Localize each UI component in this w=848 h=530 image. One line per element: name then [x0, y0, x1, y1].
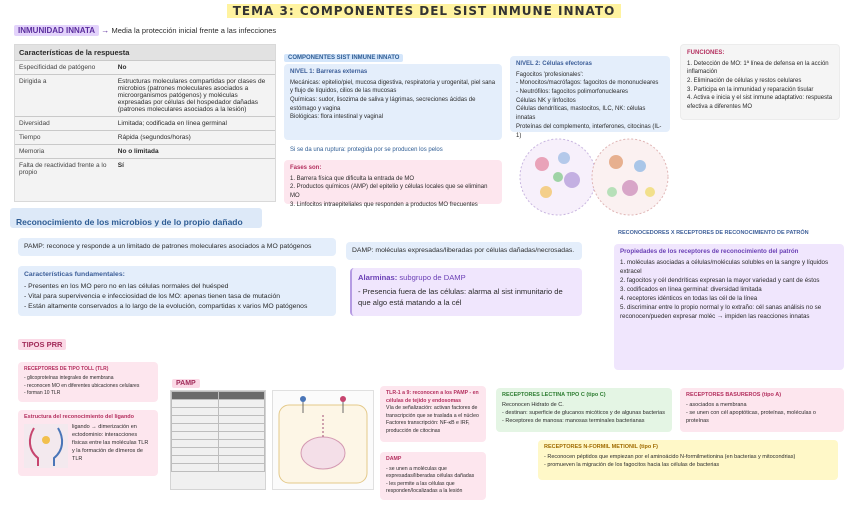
table-header: Características de la respuesta: [15, 45, 275, 60]
arrow-icon: →: [101, 26, 110, 35]
phase-item: 3. Linfocitos intraepiteliales que responden a productos MO frecuentes: [290, 201, 478, 208]
table-row: Falta de reactividad frente a lo propio Sí: [15, 159, 275, 180]
level1-line: Químicas: sudor, lisozima de saliva y lágrimas, secreciones ácidas de estómago y vagina: [290, 97, 476, 112]
alarmins-box: Alarminas: subgrupo de DAMP - Presencia fuera de las células: alarma al sist inmunitario de que algo está matando a la cél: [350, 268, 582, 316]
functions-title: FUNCIONES:: [687, 50, 725, 56]
characteristics-table: [14, 44, 276, 202]
phase-item: 2. Productos químicos (AMP) del epitelio y células locales que se eliminan MO: [290, 184, 488, 200]
recognition-title: Reconocimiento de los microbios y de lo propio dañado: [10, 208, 262, 228]
level1-line: Biológicas: flora intestinal y vaginal: [290, 114, 384, 121]
innate-desc: Media la protección inicial frente a las infecciones: [111, 26, 277, 35]
rupture-note: Si se da una ruptura: protegida por se producen los pelos: [290, 147, 443, 153]
table-row: Diversidad Limitada; codificada en línea germinal: [15, 117, 275, 131]
prr-title: TIPOS PRR: [18, 334, 66, 352]
components-header: COMPONENTES SIST INMUNE INNATO: [284, 46, 403, 64]
scavenger-box: RECEPTORES BASUREROS (tipo A) - asociados a membrana - se unen con cél apoptóticas, proteínas, moléculas o proteínas: [680, 388, 844, 432]
tlr-dimer-icon: [24, 424, 68, 468]
level1-title: NIVEL 1: Barreras externas: [290, 69, 368, 75]
tlr-box: RECEPTORES DE TIPO TOLL (TLR) - glicoproteínas integrales de membrana - reconocen MO en diferentes ubicaciones celulares - forman 10 TLR: [18, 362, 158, 402]
level1-box: [284, 64, 502, 140]
features-title: Características fundamentales:: [24, 271, 125, 278]
table-row: Especificidad de patógeno No: [15, 61, 275, 75]
cells-illustration: [512, 136, 674, 218]
innate-heading: [14, 26, 276, 35]
level2-title: NIVEL 2: Células efectoras: [516, 61, 592, 67]
lectin-box: RECEPTORES LECTINA TIPO C (tipo C) Reconocen Hidrato de C. - destinan: superficie de glucanos micóticos y de algunas bacterias - Receptores de manosa: manosas terminales bacterianas: [496, 388, 672, 432]
receptors-title: RECONOCEDORES X RECEPTORES DE RECONOCIMIENTO DE PATRÓN: [618, 230, 809, 236]
level1-line: Mecánicas: epitelio/piel, mucosa digestiva, respiratoria y urogenital, piel sana y flujo de líquidos, cilios de las mucosas: [290, 79, 496, 95]
tlr-cell-box: TLR-1 a 9: reconocen a los PAMP - en células de tejido y endosomas Vía de señalización: activan factores de transcripción que se traslada a el núcleo Factores transcripción: NF-κB e IRF, producción de citocinas: [380, 386, 486, 442]
functions-box: FUNCIONES: 1. Detección de MO: 1ª línea de defensa en la acción inflamación 2. Eliminación de células y restos celulares 3. Participa en la inmunidad y reparación tisular 4. Activa e inicia y el sist inmune adaptativo: respuesta efectiva a diferentes MO: [680, 44, 840, 120]
features-box: Características fundamentales: - Presentes en los MO pero no en las células normales del huésped - Vital para supervivencia e infecciosidad de los MO: apenas tienen tasa de mutación - Están altamente conservados a lo largo de la evolución, compartidas x varios MO patógenos: [18, 266, 336, 316]
pamp-statement: PAMP: reconoce y responde a un limitado de patrones moleculares asociados a MO patógenos: [18, 238, 336, 256]
level2-box: NIVEL 2: Células efectoras Fagocitos 'profesionales': - Monocitos/macrófagos: fagocitos de mononucleares - Neutrófilos: fagocitos polimorfonucleares Células NK y linfocitos Células dendríticas, mastocitos, ILC, NK: células innatas Proteínas del complemento, interferones, citocinas (IL-1): [510, 56, 670, 132]
pamp-reference-table: [170, 390, 266, 490]
table-row: Tiempo Rápida (segundos/horas): [15, 131, 275, 145]
innate-cells-diagram: [512, 136, 674, 218]
cell-signaling-illustration: [273, 391, 373, 489]
phases-title: Fases son:: [290, 165, 322, 171]
signaling-diagram: [272, 390, 374, 490]
page-title: TEMA 3: COMPONENTES DEL SIST INMUNE INNATO: [0, 4, 848, 18]
table-row: Memoria No o limitada: [15, 145, 275, 159]
damp-box: DAMP - se unen a moléculas que expresadas/liberadas células dañadas - les permite a las células que responden/localizadas a la lesión: [380, 452, 486, 500]
receptors-subtitle: Propiedades de los receptores de reconocimiento del patrón: [620, 248, 799, 255]
pamp-title: PAMP: [172, 372, 200, 390]
ligand-box: Estructura del reconocimiento del ligando ligando → dimerización en ectodominio: interacciones físicas entre las moléculas TLR y la formación de dímeros de TLR: [18, 410, 158, 476]
phase-item: 1. Barrera física que dificulta la entrada de MO: [290, 175, 415, 182]
alarmins-label: Alarminas:: [358, 273, 398, 282]
receptors-box: Propiedades de los receptores de reconocimiento del patrón 1. moléculas asociadas a células/moléculas solubles en la sangre y líquidos extracel 2. fagocitos y cél dendríticas expresan la mayor variedad y cant de éstos 3. codificados en línea germinal: diversidad limitada 4. receptores idénticos en todas las cél de la línea 5. discriminar entre lo propio normal y lo extraño: cél sanas análisis no se reconocen/pueden expresar moléc → impiden las reacciones innatas: [614, 244, 844, 370]
formyl-box: RECEPTORES N-FORMIL METIONIL (tipo F) - Reconocen péptidos que empiezan por el aminoácido N-formilmetionina (en bacterias y mitocondrias) - promueven la migración de los fagocitos hacia las células de bacterias: [538, 440, 838, 480]
table-row: Dirigida a Estructuras moleculares compartidas por clases de microbios (patrones moleculares asociados a microorganismos patógenos) y moléculas expresadas por células del hospedador dañadas (patrones moleculares asociados a la lesión): [15, 75, 275, 117]
innate-label: INMUNIDAD INNATA: [14, 25, 99, 36]
damp-statement: DAMP: moléculas expresadas/liberadas por células dañadas/necrosadas.: [346, 242, 582, 260]
phases-box: [284, 160, 502, 208]
